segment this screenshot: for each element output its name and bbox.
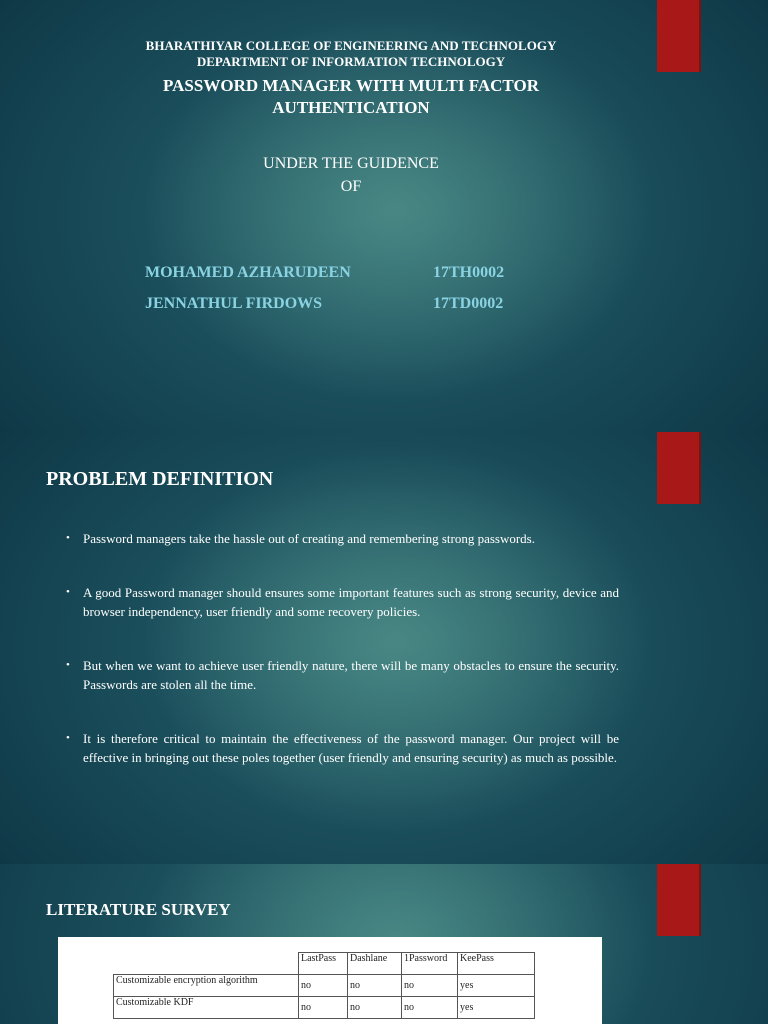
table-header-cell: LastPass: [299, 953, 348, 975]
bullet-text: But when we want to achieve user friendly nature, there will be many obstacles to ensure the security. Passwords are stolen all the time.: [83, 657, 619, 692]
list-item: [66, 729, 619, 768]
bullet-list: [66, 529, 619, 802]
student-name: JENNATHUL FIRDOWS: [145, 295, 323, 312]
slide-heading: PROBLEM DEFINITION: [46, 468, 274, 490]
table-header-cell: [114, 953, 299, 975]
table-cell: no: [402, 997, 458, 1019]
table-header-cell: 1Password: [402, 953, 458, 975]
student-row: [145, 264, 505, 282]
table-cell: yes: [458, 975, 535, 997]
student-roll: 17TH0002: [433, 264, 505, 281]
table-cell: yes: [458, 997, 535, 1019]
bullet-text: It is therefore critical to maintain the effectiveness of the password manager. Our project will be effective in bringing out these poles together (user friendly and ensuring security) as much as possible.: [83, 730, 619, 765]
title-slide: [0, 0, 768, 432]
guidance-line1: UNDER THE GUIDENCE: [263, 155, 439, 172]
college-header: [0, 38, 702, 70]
student-row: [145, 295, 504, 313]
accent-bar: [657, 432, 701, 504]
slide-heading: LITERATURE SURVEY: [46, 900, 231, 919]
guidance-line2: OF: [340, 178, 362, 195]
list-item: [66, 656, 619, 695]
student-roll: 17TD0002: [433, 295, 504, 312]
bullet-text: A good Password manager should ensures some important features such as strong security, device and browser independency, user friendly and some recovery policies.: [83, 584, 619, 619]
table-cell: no: [348, 975, 402, 997]
project-title-line2: AUTHENTICATION: [272, 98, 430, 117]
list-item: [66, 529, 619, 549]
comparison-table: [113, 952, 535, 1019]
table-header-cell: Dashlane: [348, 953, 402, 975]
table-row: [114, 997, 535, 1019]
college-name: BHARATHIYAR COLLEGE OF ENGINEERING AND TECHNOLOGY: [145, 38, 557, 53]
guidance-text: [0, 152, 702, 198]
table-cell: no: [299, 997, 348, 1019]
bullet-icon: •: [66, 532, 70, 544]
table-row: [114, 975, 535, 997]
project-title: [0, 75, 702, 119]
literature-survey-slide: [0, 864, 768, 1024]
bullet-text: Password managers take the hassle out of creating and remembering strong passwords.: [83, 531, 535, 546]
table-header-row: [114, 953, 535, 975]
problem-definition-slide: [0, 432, 768, 864]
list-item: [66, 583, 619, 622]
accent-bar: [657, 864, 701, 936]
bullet-icon: •: [66, 585, 70, 598]
table-cell: no: [402, 975, 458, 997]
table-header-cell: KeePass: [458, 953, 535, 975]
table-cell: Customizable KDF: [114, 997, 299, 1019]
bullet-icon: •: [66, 731, 70, 744]
table-cell: Customizable encryption algorithm: [114, 975, 299, 997]
table-cell: no: [348, 997, 402, 1019]
student-name: MOHAMED AZHARUDEEN: [145, 264, 351, 281]
table-cell: no: [299, 975, 348, 997]
comparison-table-container: [58, 937, 602, 1024]
department-name: DEPARTMENT OF INFORMATION TECHNOLOGY: [196, 54, 506, 69]
bullet-icon: •: [66, 658, 70, 671]
project-title-line1: PASSWORD MANAGER WITH MULTI FACTOR: [163, 76, 539, 95]
